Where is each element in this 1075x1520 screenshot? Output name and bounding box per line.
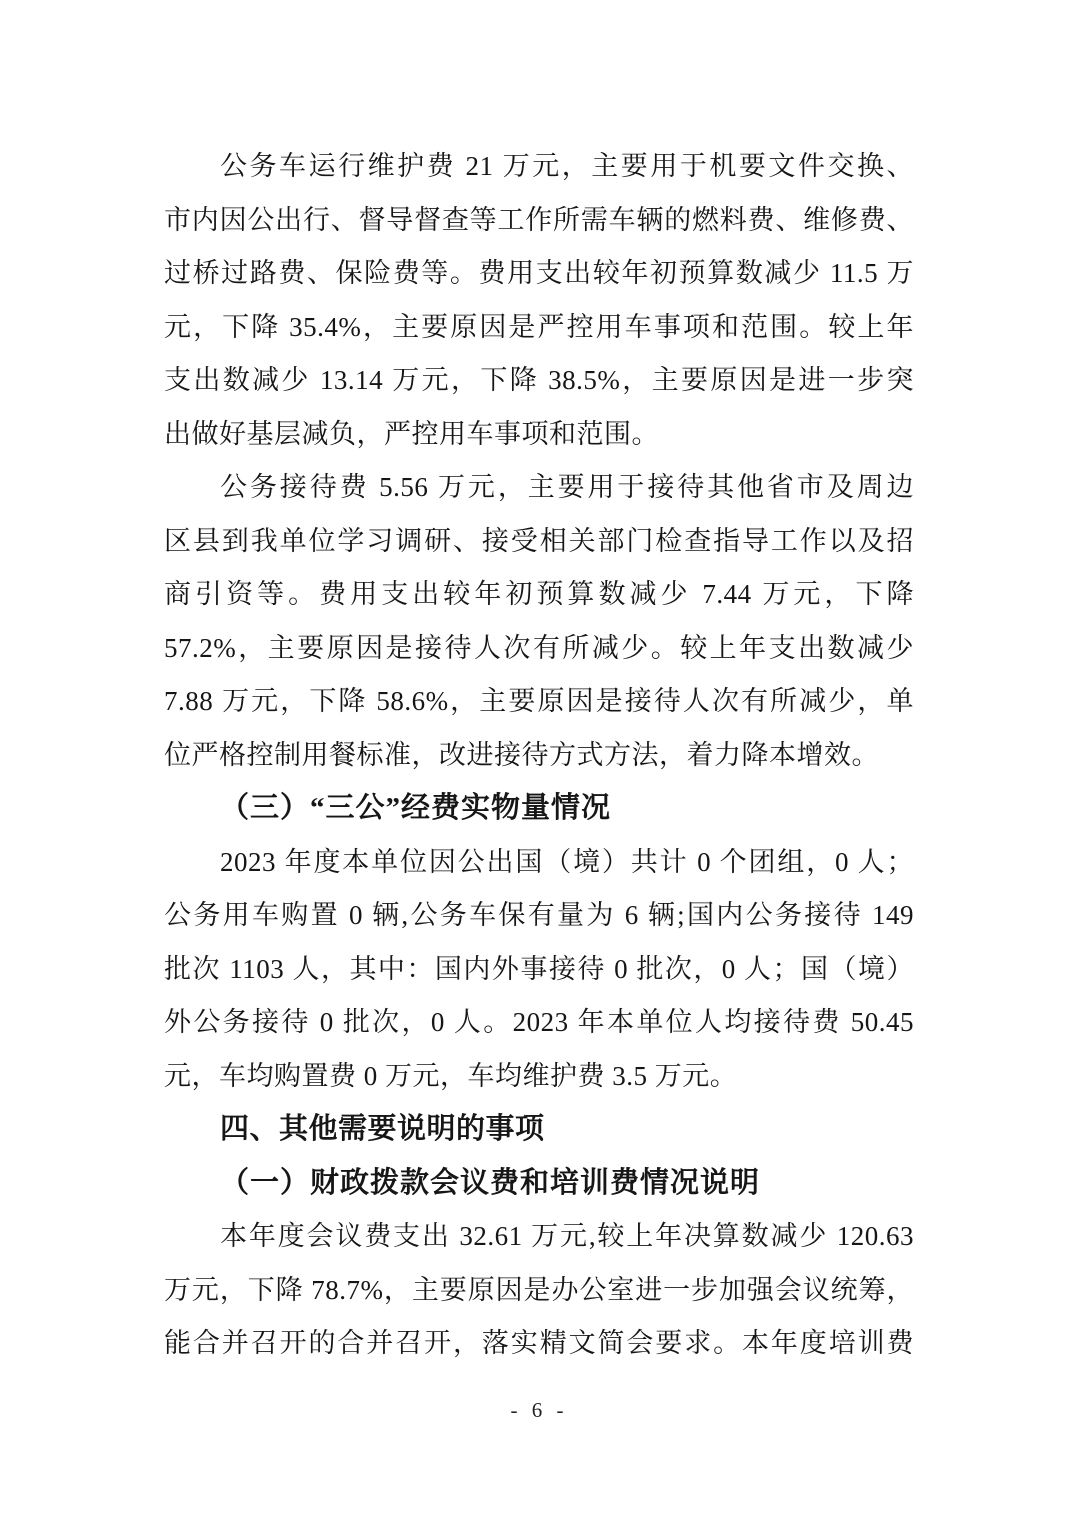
text-line: 支出数减少 13.14 万元，下降 38.5%，主要原因是进一步突 <box>164 365 914 395</box>
text-line: 万元，下降 78.7%，主要原因是办公室进一步加强会议统筹， <box>164 1274 914 1305</box>
text-line: 本年度会议费支出 32.61 万元,较上年决算数减少 120.63 <box>220 1221 914 1251</box>
heading-section-three-public-quantity: （三）“三公”经费实物量情况 <box>220 792 612 824</box>
page-content <box>164 140 914 1371</box>
heading-section-four-other-matters: 四、其他需要说明的事项 <box>220 1113 545 1145</box>
text-line: 位严格控制用餐标准，改进接待方式方法，着力降本增效。 <box>164 739 879 770</box>
paragraph-meeting-training-fee <box>164 1210 914 1371</box>
text-line: 商引资等。费用支出较年初预算数减少 7.44 万元，下降 <box>164 579 914 609</box>
text-line: 公务车运行维护费 21 万元，主要用于机要文件交换、 <box>220 151 914 181</box>
text-line: 2023 年度本单位因公出国（境）共计 0 个团组，0 人； <box>220 846 914 877</box>
text-line: 7.88 万元，下降 58.6%，主要原因是接待人次有所减少，单 <box>164 686 914 716</box>
text-line: 过桥过路费、保险费等。费用支出较年初预算数减少 11.5 万 <box>164 258 914 288</box>
text-line: 元，车均购置费 0 万元，车均维护费 3.5 万元。 <box>164 1060 738 1091</box>
page-number: - 6 - <box>510 1398 565 1422</box>
paragraph-three-public-quantity <box>164 836 914 1104</box>
text-line: 出做好基层减负，严控用车事项和范围。 <box>164 418 659 449</box>
heading-subsection-meeting-training-fee: （一）财政拨款会议费和培训费情况说明 <box>220 1166 761 1199</box>
text-line: 批次 1103 人，其中：国内外事接待 0 批次，0 人；国（境） <box>164 953 914 984</box>
text-line: 公务接待费 5.56 万元，主要用于接待其他省市及周边 <box>220 472 914 502</box>
paragraph-official-reception-cost <box>164 461 914 782</box>
text-line: 能合并召开的合并召开，落实精文简会要求。本年度培训费 <box>164 1328 914 1358</box>
text-line: 57.2%，主要原因是接待人次有所减少。较上年支出数减少 <box>164 632 914 663</box>
text-line: 元，下降 35.4%，主要原因是严控用车事项和范围。较上年 <box>164 311 914 342</box>
text-line: 外公务接待 0 批次，0 人。2023 年本单位人均接待费 50.45 <box>164 1007 914 1037</box>
text-line: 公务用车购置 0 辆,公务车保有量为 6 辆;国内公务接待 149 <box>164 900 914 930</box>
paragraph-official-vehicle-cost <box>164 140 914 461</box>
text-line: 区县到我单位学习调研、接受相关部门检查指导工作以及招 <box>164 525 914 556</box>
text-line: 市内因公出行、督导督查等工作所需车辆的燃料费、维修费、 <box>164 204 914 235</box>
